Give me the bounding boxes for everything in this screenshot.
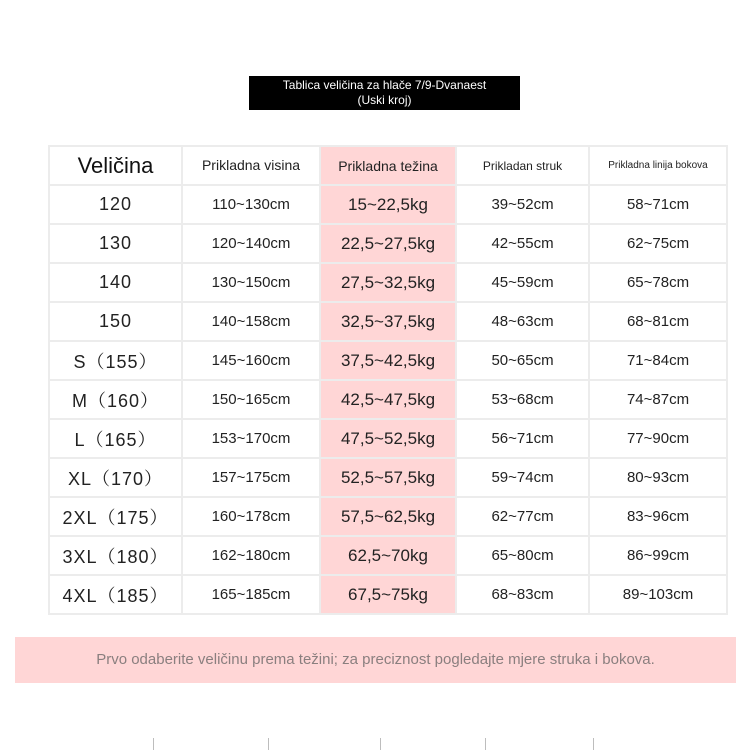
cell-waist: 39~52cm: [456, 185, 589, 224]
table-row: [49, 380, 727, 419]
cell-hip: 65~78cm: [589, 263, 727, 302]
header-size: Veličina: [49, 146, 182, 185]
cell-size: 2XL（175）: [49, 497, 182, 536]
table-row: [49, 341, 727, 380]
header-weight: Prikladna težina: [320, 146, 456, 185]
cell-waist: 65~80cm: [456, 536, 589, 575]
cell-weight: 22,5~27,5kg: [320, 224, 456, 263]
table-row: [49, 263, 727, 302]
cell-waist: 53~68cm: [456, 380, 589, 419]
cell-size: 150: [49, 302, 182, 341]
cell-waist: 68~83cm: [456, 575, 589, 614]
cell-size: S（155）: [49, 341, 182, 380]
cell-weight: 37,5~42,5kg: [320, 341, 456, 380]
table-row: [49, 497, 727, 536]
cell-weight: 32,5~37,5kg: [320, 302, 456, 341]
cell-hip: 89~103cm: [589, 575, 727, 614]
cell-waist: 45~59cm: [456, 263, 589, 302]
table-row: [49, 458, 727, 497]
header-waist: Prikladan struk: [456, 146, 589, 185]
table-row: [49, 419, 727, 458]
cell-waist: 48~63cm: [456, 302, 589, 341]
size-table: [48, 145, 728, 615]
divider-mark: [593, 738, 594, 750]
cell-hip: 71~84cm: [589, 341, 727, 380]
cell-hip: 68~81cm: [589, 302, 727, 341]
cell-waist: 62~77cm: [456, 497, 589, 536]
cell-height: 153~170cm: [182, 419, 320, 458]
cell-hip: 74~87cm: [589, 380, 727, 419]
table-row: [49, 575, 727, 614]
table-row: [49, 224, 727, 263]
cell-height: 160~178cm: [182, 497, 320, 536]
cell-weight: 27,5~32,5kg: [320, 263, 456, 302]
cell-size: L（165）: [49, 419, 182, 458]
divider-mark: [153, 738, 154, 750]
cell-hip: 58~71cm: [589, 185, 727, 224]
cell-hip: 80~93cm: [589, 458, 727, 497]
cell-waist: 50~65cm: [456, 341, 589, 380]
cell-height: 120~140cm: [182, 224, 320, 263]
chart-title: [249, 76, 520, 110]
chart-title-line2: (Uski kroj): [357, 93, 412, 107]
cell-weight: 15~22,5kg: [320, 185, 456, 224]
cell-height: 157~175cm: [182, 458, 320, 497]
cell-height: 165~185cm: [182, 575, 320, 614]
table-body: [49, 185, 727, 614]
divider-mark: [380, 738, 381, 750]
header-hip: Prikladna linija bokova: [589, 146, 727, 185]
cell-weight: 67,5~75kg: [320, 575, 456, 614]
cell-size: 120: [49, 185, 182, 224]
cell-waist: 59~74cm: [456, 458, 589, 497]
cell-height: 130~150cm: [182, 263, 320, 302]
cell-height: 140~158cm: [182, 302, 320, 341]
cell-size: 140: [49, 263, 182, 302]
cell-size: 4XL（185）: [49, 575, 182, 614]
cell-waist: 42~55cm: [456, 224, 589, 263]
cell-height: 145~160cm: [182, 341, 320, 380]
cell-weight: 62,5~70kg: [320, 536, 456, 575]
cell-hip: 83~96cm: [589, 497, 727, 536]
cell-height: 150~165cm: [182, 380, 320, 419]
cell-weight: 42,5~47,5kg: [320, 380, 456, 419]
header-height: Prikladna visina: [182, 146, 320, 185]
cell-hip: 62~75cm: [589, 224, 727, 263]
cell-size: M（160）: [49, 380, 182, 419]
cell-waist: 56~71cm: [456, 419, 589, 458]
cell-size: 3XL（180）: [49, 536, 182, 575]
cell-weight: 47,5~52,5kg: [320, 419, 456, 458]
chart-title-line1: Tablica veličina za hlače 7/9-Dvanaest: [282, 78, 487, 92]
divider-mark: [485, 738, 486, 750]
table-header-row: [49, 146, 727, 185]
cell-hip: 86~99cm: [589, 536, 727, 575]
cell-size: XL（170）: [49, 458, 182, 497]
cell-weight: 57,5~62,5kg: [320, 497, 456, 536]
cell-size: 130: [49, 224, 182, 263]
cell-height: 110~130cm: [182, 185, 320, 224]
table-row: [49, 185, 727, 224]
cell-hip: 77~90cm: [589, 419, 727, 458]
table-row: [49, 302, 727, 341]
table-row: [49, 536, 727, 575]
cell-weight: 52,5~57,5kg: [320, 458, 456, 497]
size-advice-note: Prvo odaberite veličinu prema težini; za preciznost pogledajte mjere struka i bokova.: [15, 637, 736, 683]
bottom-divider-marks: [0, 738, 751, 750]
cell-height: 162~180cm: [182, 536, 320, 575]
divider-mark: [268, 738, 269, 750]
